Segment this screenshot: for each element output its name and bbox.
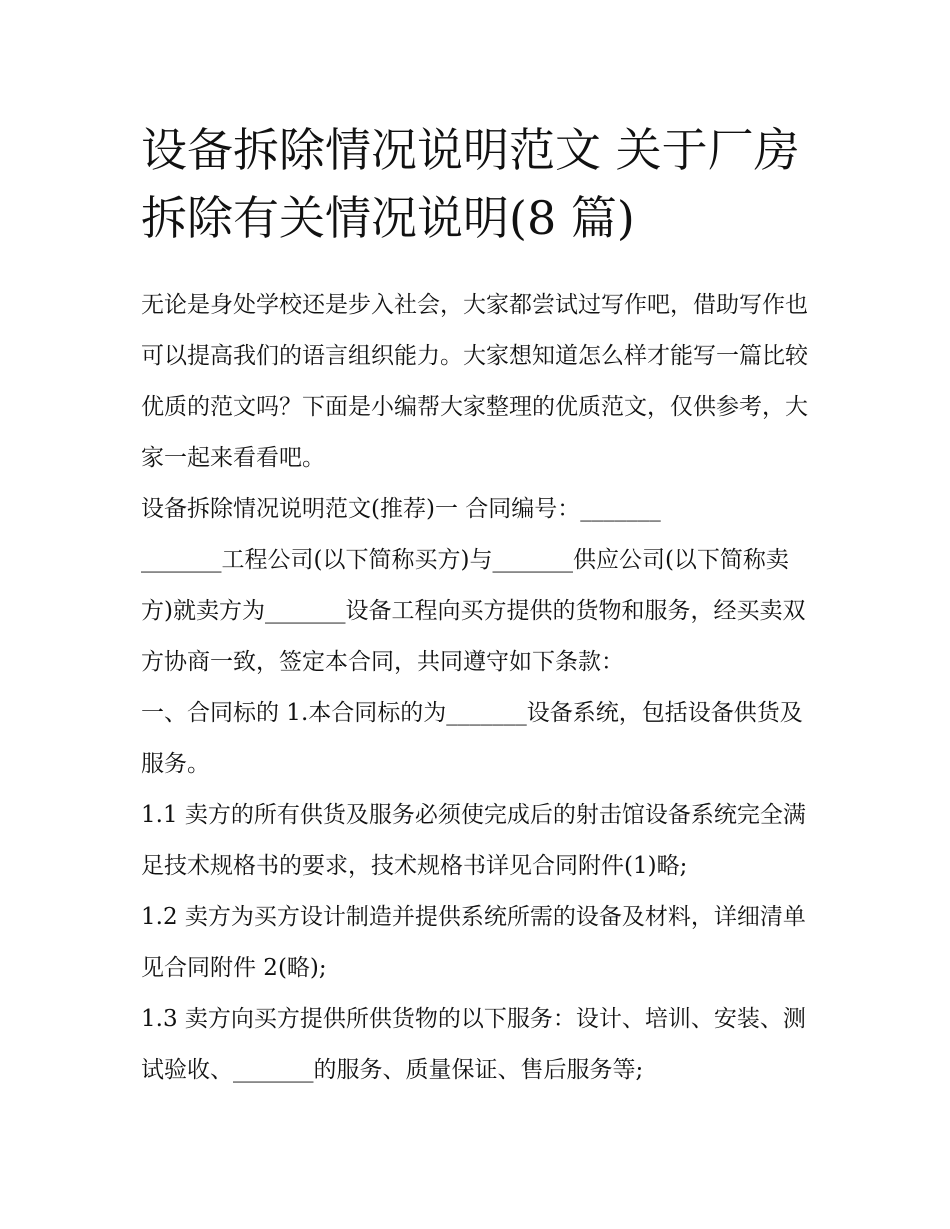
clause-1-2: 1.2 卖方为买方设计制造并提供系统所需的设备及材料，详细清单见合同附件 2(略); <box>141 904 806 981</box>
contract-parties-paragraph: _______工程公司(以下简称买方)与_______供应公司(以下简称卖方)就卖方为_______设备工程向买方提供的货物和服务，经买卖双方协商一致，签定本合同，共同遵守如下条款： <box>141 547 806 675</box>
document-title: 设备拆除情况说明范文 关于厂房拆除有关情况说明(8 篇) <box>141 123 800 245</box>
document-body <box>141 280 813 1096</box>
clause-1-3: 1.3 卖方向买方提供所供货物的以下服务：设计、培训、安装、测试验收、_______的服务、质量保证、售后服务等; <box>141 1006 806 1083</box>
contract-heading: 设备拆除情况说明范文(推荐)一 合同编号：_______ <box>141 496 661 522</box>
clause-1-1: 1.1 卖方的所有供货及服务必须使完成后的射击馆设备系统完全满足技术规格书的要求，技术规格书详见合同附件(1)略; <box>141 802 806 879</box>
intro-paragraph: 无论是身处学校还是步入社会，大家都尝试过写作吧，借助写作也可以提高我们的语言组织能力。大家想知道怎么样才能写一篇比较优质的范文吗？下面是小编帮大家整理的优质范文，仅供参考，大家一起来看看吧。 <box>141 292 808 471</box>
section-one-paragraph: 一、合同标的 1.本合同标的为_______设备系统，包括设备供货及服务。 <box>141 700 803 777</box>
